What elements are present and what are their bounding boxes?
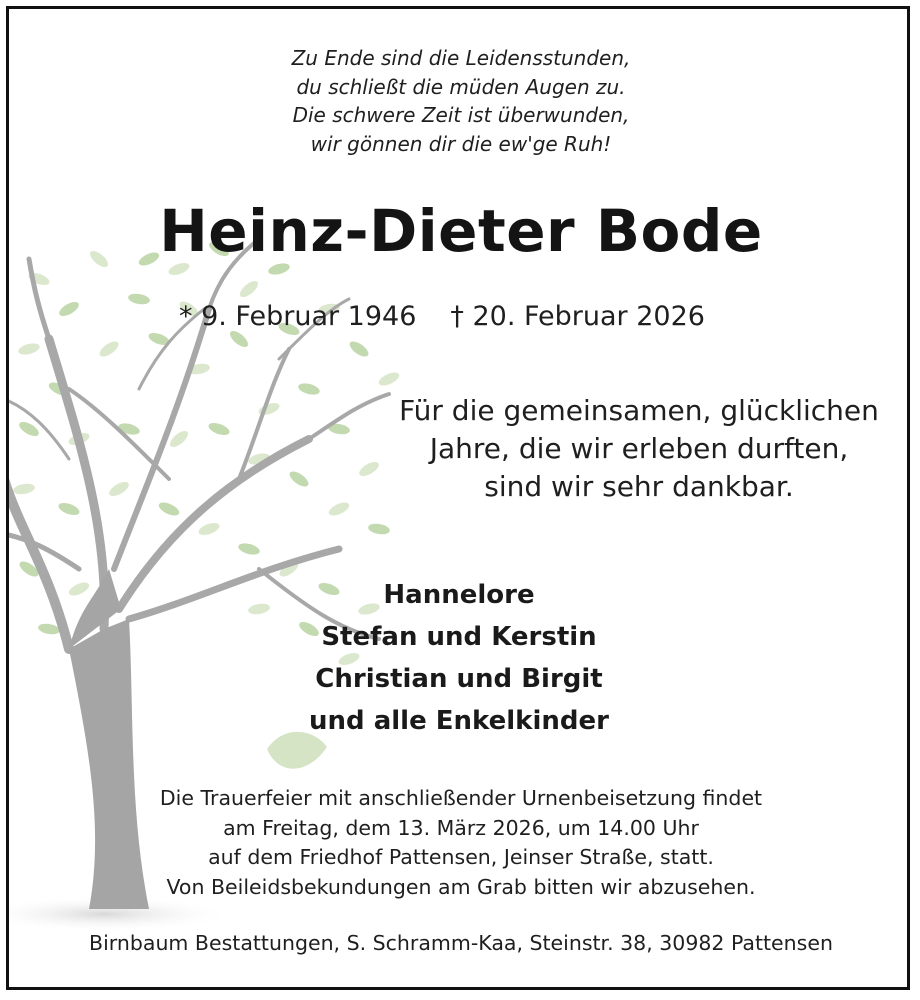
- death-date: † 20. Februar 2026: [450, 301, 705, 332]
- leaf-shape: [197, 521, 221, 538]
- leaf-shape: [17, 341, 41, 356]
- funeral-home: Birnbaum Bestattungen, S. Schramm-Kaa, Steinstr. 38, 30982 Pattensen: [89, 931, 833, 955]
- leaf-shape: [57, 299, 81, 319]
- leaf-shape: [247, 602, 270, 616]
- thanks-line: Jahre, die wir erleben durften,: [429, 432, 849, 465]
- obituary-notice: [6, 6, 910, 990]
- poem-line: Zu Ende sind die Leidensstunden,: [291, 46, 631, 70]
- leaf-shape: [57, 501, 81, 518]
- funeral-line: auf dem Friedhof Pattensen, Jeinser Straße, statt.: [208, 845, 714, 869]
- leaf-shape: [97, 339, 121, 360]
- birth-date: * 9. Februar 1946: [179, 301, 417, 332]
- poem-line: wir gönnen dir die ew'ge Ruh!: [310, 131, 612, 156]
- poem-line: Die schwere Zeit ist überwunden,: [292, 103, 630, 127]
- leaf-shape: [377, 370, 401, 388]
- leaf-shape: [237, 541, 261, 556]
- leaf-shape: [347, 339, 371, 360]
- thanks-line: Für die gemeinsamen, glücklichen: [399, 394, 879, 427]
- leaf-shape: [157, 500, 181, 518]
- thanks-text: [369, 392, 909, 506]
- funeral-line: am Freitag, dem 13. März 2026, um 14.00 Uhr: [223, 815, 699, 840]
- family-line: Hannelore: [383, 580, 535, 610]
- leaf-shape: [107, 479, 131, 499]
- funeral-line: Die Trauerfeier mit anschließender Urnenbeisetzung findet: [159, 786, 763, 810]
- leaf-shape: [12, 482, 35, 496]
- family-line: und alle Enkelkinder: [309, 706, 609, 736]
- leaf-shape: [127, 292, 150, 306]
- funeral-line: Von Beileidsbekundungen am Grab bitten wir abzusehen.: [166, 874, 756, 899]
- leaf-shape: [367, 522, 390, 536]
- leaf-shape: [237, 278, 260, 300]
- leaf-shape: [207, 421, 231, 438]
- life-dates: [179, 301, 705, 332]
- poem-line: du schließt die müden Augen zu.: [296, 74, 626, 99]
- deceased-name: Heinz-Dieter Bode: [159, 197, 763, 265]
- leaf-shape: [167, 428, 190, 450]
- funeral-info: [9, 784, 910, 902]
- leaf-shape: [287, 469, 311, 490]
- leaf-shape: [327, 500, 351, 518]
- poem: [9, 44, 910, 158]
- family-names: [269, 574, 649, 742]
- leaf-shape: [67, 580, 91, 598]
- thanks-line: sind wir sehr dankbar.: [484, 470, 794, 503]
- leaf-shape: [297, 381, 321, 396]
- family-line: Christian und Birgit: [315, 664, 603, 694]
- family-line: Stefan und Kerstin: [321, 622, 597, 652]
